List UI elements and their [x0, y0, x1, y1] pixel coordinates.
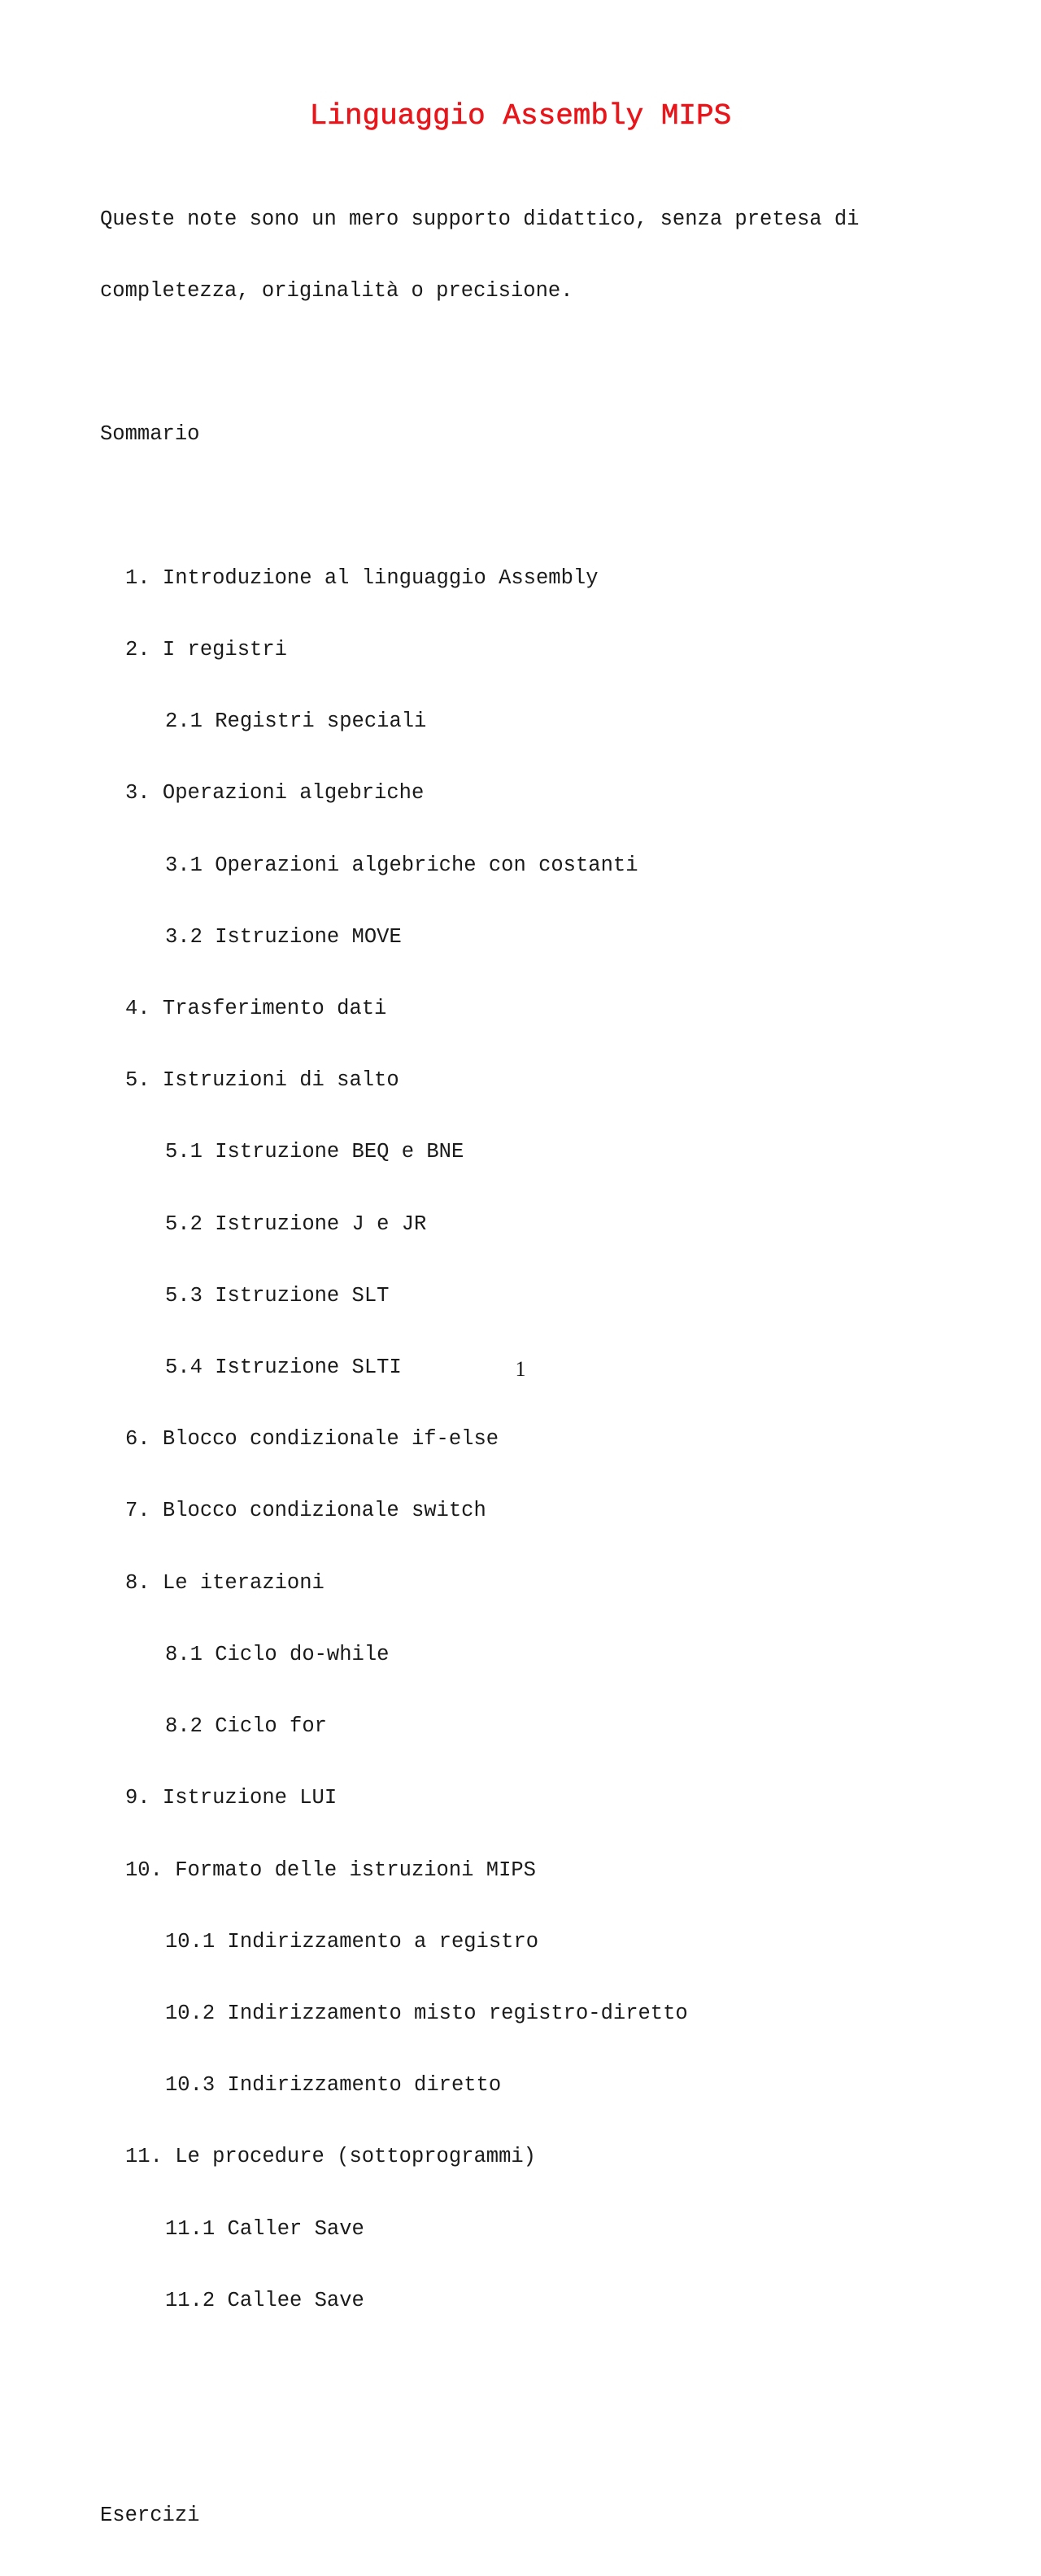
- toc-entry-10-3[interactable]: 10.3 Indirizzamento diretto: [165, 2073, 502, 2098]
- toc-entry-10[interactable]: 10. Formato delle istruzioni MIPS: [125, 1858, 536, 1882]
- intro-line-2: completezza, originalità o precisione.: [100, 279, 573, 303]
- intro-line-1: Queste note sono un mero supporto didattico, senza pretesa di: [100, 207, 860, 231]
- toc-entry-1[interactable]: 1. Introduzione al linguaggio Assembly: [125, 565, 599, 590]
- toc-entry-9[interactable]: 9. Istruzione LUI: [125, 1786, 338, 1810]
- toc-entry-10-2[interactable]: 10.2 Indirizzamento misto registro-diretto: [165, 2001, 688, 2025]
- spacer: [100, 2432, 995, 2456]
- table-of-contents: [100, 518, 995, 2360]
- toc-entry-11-2[interactable]: 11.2 Callee Save: [165, 2288, 364, 2312]
- toc-entry-2-1[interactable]: 2.1 Registri speciali: [165, 709, 427, 734]
- toc-entry-8[interactable]: 8. Le iterazioni: [125, 1570, 324, 1595]
- toc-heading: Sommario: [100, 422, 200, 447]
- toc-entry-4[interactable]: 4. Trasferimento dati: [125, 997, 387, 1021]
- toc-entry-3-1[interactable]: 3.1 Operazioni algebriche con costanti: [165, 853, 638, 877]
- toc-entry-5[interactable]: 5. Istruzioni di salto: [125, 1068, 399, 1093]
- toc-entry-6[interactable]: 6. Blocco condizionale if-else: [125, 1427, 499, 1452]
- document-title: Linguaggio Assembly MIPS: [309, 99, 732, 133]
- toc-entry-3-2[interactable]: 3.2 Istruzione MOVE: [165, 924, 402, 949]
- toc-entry-3[interactable]: 3. Operazioni algebriche: [125, 781, 425, 806]
- toc-entry-2[interactable]: 2. I registri: [125, 638, 287, 662]
- toc-entry-5-1[interactable]: 5.1 Istruzione BEQ e BNE: [165, 1140, 464, 1164]
- spacer: [100, 351, 995, 374]
- exercises-heading[interactable]: Esercizi: [100, 2504, 200, 2528]
- toc-entry-11[interactable]: 11. Le procedure (sottoprogrammi): [125, 2145, 536, 2169]
- toc-entry-7[interactable]: 7. Blocco condizionale switch: [125, 1499, 486, 1523]
- toc-entry-11-1[interactable]: 11.1 Caller Save: [165, 2216, 364, 2241]
- toc-entry-5-2[interactable]: 5.2 Istruzione J e JR: [165, 1212, 427, 1236]
- page-number: 1: [515, 1357, 526, 1381]
- toc-entry-5-3[interactable]: 5.3 Istruzione SLT: [165, 1283, 390, 1308]
- toc-entry-10-1[interactable]: 10.1 Indirizzamento a registro: [165, 1929, 539, 1954]
- toc-entry-8-1[interactable]: 8.1 Ciclo do-while: [165, 1642, 390, 1666]
- toc-entry-8-2[interactable]: 8.2 Ciclo for: [165, 1714, 327, 1739]
- toc-entry-5-4[interactable]: 5.4 Istruzione SLTI: [165, 1356, 402, 1380]
